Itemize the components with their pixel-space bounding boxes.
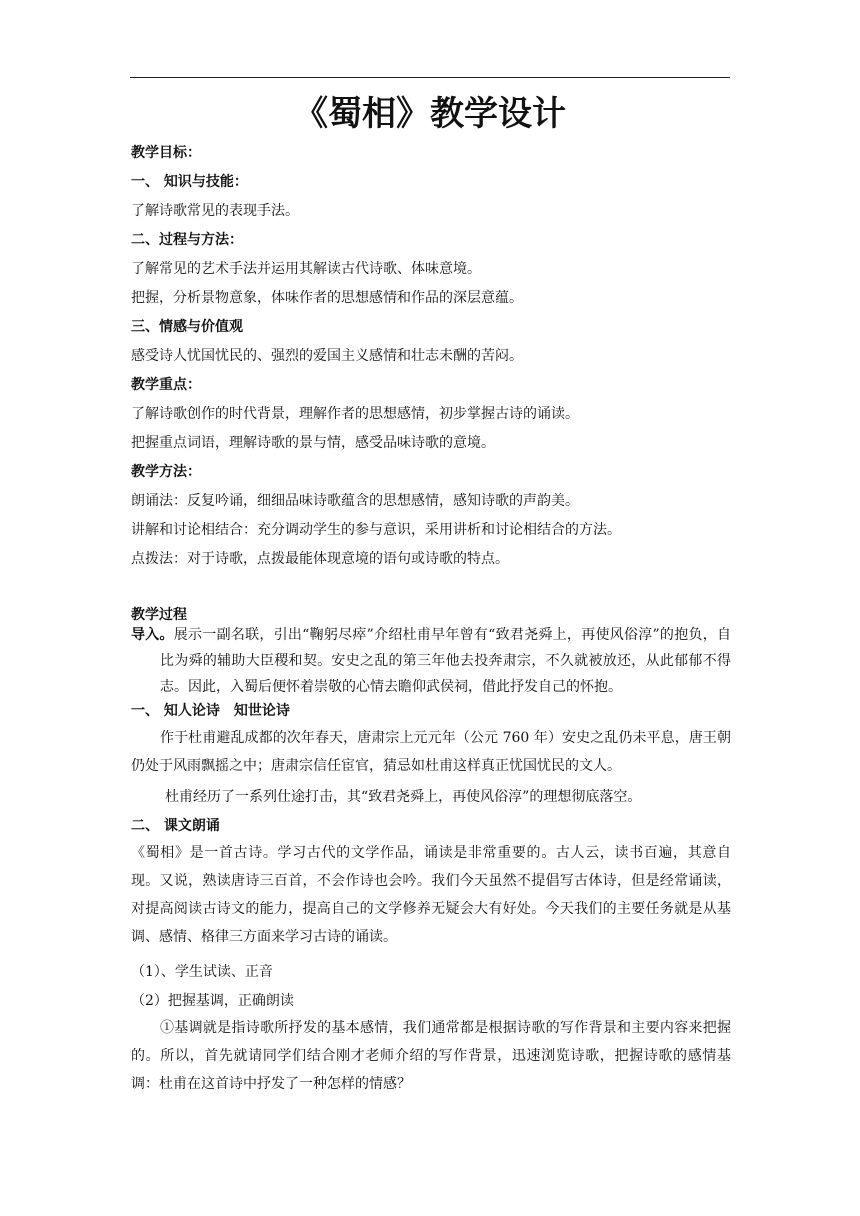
- key-points-heading: 教学重点：: [131, 377, 201, 393]
- emotion-heading: 三、情感与价值观: [131, 319, 243, 335]
- objectives-heading: 教学目标：: [131, 145, 201, 161]
- knowledge-item: 了解诗歌常见的表现手法。: [131, 203, 299, 219]
- knowledge-heading: 一、 知识与技能：: [131, 174, 248, 190]
- process-heading: 教学过程: [131, 607, 187, 623]
- section1-paragraph-1: 作于杜甫避乱成都的次年春天，唐肃宗上元元年（公元 760 年）安史之乱仍未平息，唐王朝仍处于风雨飘摇之中；唐肃宗信任宦官，猜忌如杜甫这样真正忧国忧民的文人。: [131, 730, 731, 774]
- intro-paragraph: [131, 622, 731, 700]
- process-method-heading: 二、过程与方法：: [131, 232, 243, 248]
- method-3: 点拨法：对于诗歌，点拨最能体现意境的语句或诗歌的特点。: [131, 551, 509, 567]
- process-method-item-1: 了解常见的艺术手法并运用其解读古代诗歌、体味意境。: [131, 261, 481, 277]
- key-point-1: 了解诗歌创作的时代背景，理解作者的思想感情，初步掌握古诗的诵读。: [131, 406, 579, 422]
- intro-text: 展示一副名联，引出“鞠躬尽瘁”介绍杜甫早年曾有“致君尧舜上，再使风俗淳”的抱负，自比为舜的辅助大臣稷和契。安史之乱的第三年他去投奔肃宗，不久就被放还，从此郁郁不得志。因此，入蜀后便怀着崇敬的心情去瞻仰武侯祠，借此抒发自己的怀抱。: [160, 627, 731, 695]
- emotion-item: 感受诗人忧国忧民的、强烈的爱国主义感情和壮志未酬的苦闷。: [131, 348, 523, 364]
- process-method-item-2: 把握，分析景物意象，体味作者的思想感情和作品的深层意蕴。: [131, 290, 523, 306]
- section1-heading: 一、 知人论诗 知世论诗: [131, 703, 290, 719]
- header-rule: [130, 77, 730, 78]
- section2-paragraph: 《蜀相》是一首古诗。学习古代的文学作品，诵读是非常重要的。古人云，读书百遍，其意自现。又说，熟读唐诗三百首，不会作诗也会吟。我们今天虽然不提倡写古体诗，但是经常诵读，对提高阅读古诗文的能力，提高自己的文学修养无疑会大有好处。今天我们的主要任务就是从基调、感情、格律三方面来学习古诗的诵读。: [131, 845, 731, 945]
- section2-heading: 二、 课文朗诵: [131, 818, 220, 834]
- step-1: （1）、学生试读、正音: [131, 964, 273, 980]
- method-2: 讲解和讨论相结合：充分调动学生的参与意识，采用讲析和讨论相结合的方法。: [131, 522, 621, 538]
- methods-heading: 教学方法：: [131, 464, 201, 480]
- section1-paragraph-2: 杜甫经历了一系列仕途打击，其“致君尧舜上，再使风俗淳”的理想彻底落空。: [165, 789, 642, 805]
- key-point-2: 把握重点词语，理解诗歌的景与情，感受品味诗歌的意境。: [131, 435, 495, 451]
- intro-label: 导入。: [131, 627, 174, 643]
- page-title: 《蜀相》教学设计: [294, 94, 566, 134]
- method-1: 朗诵法：反复吟诵，细细品味诗歌蕴含的思想感情，感知诗歌的声韵美。: [131, 493, 579, 509]
- step-2: （2）把握基调，正确朗读: [131, 993, 294, 1009]
- step-2-paragraph: ①基调就是指诗歌所抒发的基本感情，我们通常都是根据诗歌的写作背景和主要内容来把握的。所以，首先就请同学们结合刚才老师介绍的写作背景，迅速浏览诗歌，把握诗歌的感情基调：杜甫在这首诗中抒发了一种怎样的情感？: [131, 1020, 731, 1092]
